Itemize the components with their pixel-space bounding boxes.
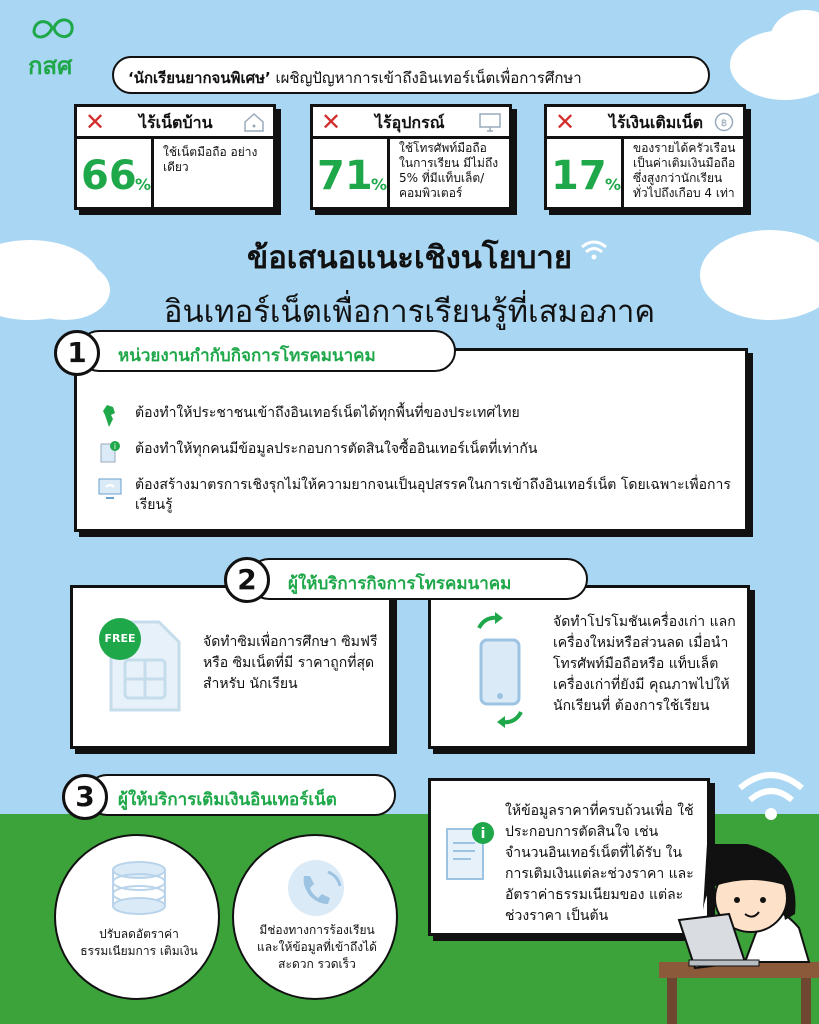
stat-title: ไร้อุปกรณ์ [375,113,445,132]
stat-number: 66 [81,153,137,199]
stat-card-no-home-internet [74,104,276,210]
stat-title: ไร้เงินเติมเน็ต [609,113,704,132]
banner-text: เผชิญปัญหาการเข้าถึงอินเทอร์เน็ตเพื่อการศึกษา [270,69,582,87]
stat-unit: % [135,175,152,194]
stat-card-no-device [310,104,512,210]
stat-header [77,107,273,139]
monitor-icon [479,112,501,132]
stat-unit: % [371,175,388,194]
stat-value [547,139,624,207]
banner-highlight: ‘นักเรียนยากจนพิเศษ’ [128,69,271,87]
stat-description: ของรายได้ครัวเรือน เป็นค่าเติมเงินมือถือ ซึ่งสูงกว่านักเรียน ทั่วไปถึงเกือบ 4 เท่า [633,141,736,200]
list-item-text: ต้องทำให้ประชาชนเข้าถึงอินเทอร์เน็ตได้ทุกพื้นที่ของประเทศไทย [135,405,520,421]
info-document-icon [97,439,123,465]
section2-left-card [70,585,392,749]
section1-title: หน่วยงานกำกับกิจการโทรคมนาคม [118,346,376,366]
phone-call-icon [284,854,354,918]
list-item-text: ต้องสร้างมาตรการเชิงรุกไม่ให้ความยากจนเป็นอุปสรรคในการเข้าถึงอินเทอร์เน็ต โดยเฉพาะเพื่อการเรียนรู้ [135,477,731,513]
section3-number: 3 [62,774,108,820]
stat-number: 71 [317,153,373,199]
logo-text: กสศ [28,52,73,80]
stat-unit: % [605,175,622,194]
stat-card-no-topup-money [544,104,746,210]
student-illustration [659,844,819,1024]
section1-number: 1 [54,330,100,376]
stat-title: ไร้เน็ตบ้าน [139,113,213,132]
wifi-icon [736,768,806,824]
stat-header [547,107,743,139]
section1-title-pill [78,330,456,372]
svg-text:i: i [480,826,486,842]
logo [26,14,86,78]
headline-line1: ข้อเสนอแนะเชิงนโยบาย [247,240,572,276]
list-item-text: ต้องทำให้ทุกคนมีข้อมูลประกอบการตัดสินใจซื้ออินเทอร์เน็ตที่เท่ากัน [135,441,538,457]
section2-right-card [428,585,750,749]
headline [0,232,819,336]
stat-header [313,107,509,139]
free-badge: FREE [99,618,141,660]
price-info-text: ให้ข้อมูลราคาที่ครบถ้วนเพื่อ ใช้ประกอบการตัดสินใจ เช่น จำนวนอินเทอร์เน็ตที่ได้รับ ในการเติมเงินแต่ละช่วงราคา และอัตราค่าธรรมเนียมของ แต่ละช่วงราคา เป็นต้น [505,803,694,924]
stat-number: 17 [551,153,607,199]
headline-line2: อินเทอร์เน็ตเพื่อการเรียนรู้ที่เสมอภาค [163,294,656,330]
info-document-icon [443,819,499,885]
stat-description: ใช้โทรศัพท์มือถือ ในการเรียน มีไม่ถึง 5% ที่มีแท็บเล็ต/ คอมพิวเตอร์ [399,141,499,200]
complaint-channel-text: มีช่องทางการร้องเรียน และให้ข้อมูลที่เข้าถึงได้ สะดวก รวดเร็ว [257,923,377,971]
trade-in-promo-text: จัดทำโปรโมชันเครื่องเก่า แลกเครื่องใหม่หรือส่วนลด เมื่อนำโทรศัพท์มือถือหรือ แท็บเล็ตเครื่องเก่าที่ยังมี คุณภาพไปให้นักเรียนที่ ต้องการใช้เรียน [553,614,736,714]
computer-wifi-icon [97,475,123,501]
stat-description: ใช้เน็ตมือถือ อย่างเดียว [163,145,258,174]
baht-coin-icon [713,112,735,132]
svg-text:i: i [113,442,117,451]
phone-exchange-icon [465,610,535,730]
house-wifi-icon [243,112,265,132]
fee-reduction-text: ปรับลดอัตราค่า ธรรมเนียมการ เติมเงิน [80,927,198,958]
x-mark-icon: ✕ [555,108,576,136]
section3-title: ผู้ให้บริการเติมเงินอินเทอร์เน็ต [118,790,337,810]
thailand-map-icon [97,403,123,429]
x-mark-icon: ✕ [85,108,106,136]
svg-text:฿: ฿ [720,118,728,129]
section2-title: ผู้ให้บริการกิจการโทรคมนาคม [288,574,512,594]
complaint-channel-circle [232,834,398,1000]
section1-card [74,348,748,532]
leaf-logo-icon [30,14,76,44]
fee-reduction-circle [54,834,220,1000]
stat-value [313,139,390,207]
section2-number: 2 [224,557,270,603]
wifi-icon [580,238,608,262]
section3-title-pill [86,774,396,816]
x-mark-icon: ✕ [321,108,342,136]
stat-value [77,139,154,207]
top-banner [112,56,710,94]
section2-title-pill [248,558,588,600]
coin-stack-icon [104,858,174,918]
sim-promo-text: จัดทำซิมเพื่อการศึกษา ซิมฟรี หรือ ซิมเน็ตที่มี ราคาถูกที่สุดสำหรับ นักเรียน [203,634,378,692]
